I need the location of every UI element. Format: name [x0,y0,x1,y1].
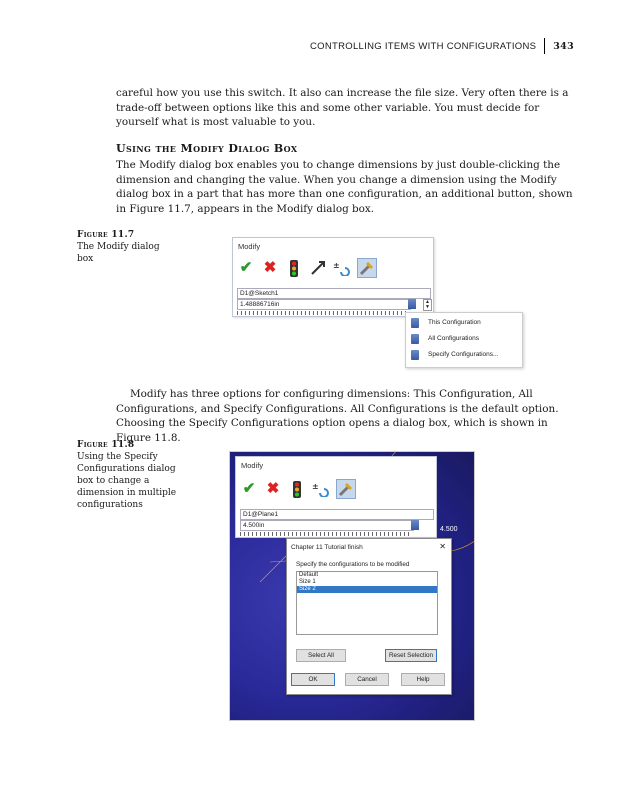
figure-label: Figure 11.7 [77,230,135,240]
mark-dimension-icon[interactable] [357,258,377,278]
specify-configs-icon [411,350,419,360]
modify-dialog-2-title: Modify [241,461,264,470]
modify-dialog [232,237,434,317]
config-dropdown-icon[interactable] [411,520,419,530]
figure-11-7-caption [77,229,177,265]
menu-item-all-configurations[interactable]: All Configurations [428,335,479,342]
specify-configurations-dialog [286,538,452,695]
paragraph-3-text: Modify has three options for configuring dimensions: This Configuration, All Configurations, and Specify Configurations. All Configurations is the default option. Choosing the Specify Configurations option opens a dialog box, which is shown in Figure 11.8. [116,388,559,444]
reverse-direction-icon[interactable] [309,259,327,277]
figure-label: Figure 11.8 [77,440,135,450]
dimension-name-field[interactable]: D1@Plane1 [240,509,434,520]
cancel-x-icon[interactable]: ✖ [263,259,277,276]
config-dropdown-icon[interactable] [408,299,416,309]
figure-11-8-screenshot [229,451,475,721]
this-config-icon [411,318,419,328]
menu-item-specify-configurations[interactable]: Specify Configurations... [428,351,499,358]
figure-caption-text: Using the Specify Configurations dialog box to change a dimension in multiple configurations [77,452,177,510]
list-item[interactable]: Size 1 [299,579,316,585]
dialog-prompt: Specify the configurations to be modified [296,561,410,568]
list-item-selected[interactable]: Size 2 [297,586,437,593]
modify-toolbar-2 [240,479,356,499]
svg-text:±: ± [312,482,319,491]
paragraph-3 [116,387,576,445]
figure-11-8-caption [77,439,177,511]
plus-minus-spin-icon[interactable] [333,259,351,277]
rebuild-traffic-light-icon[interactable] [288,480,306,498]
thumbwheel-ruler[interactable] [237,311,407,315]
mark-dimension-icon[interactable] [336,479,356,499]
cancel-button[interactable]: Cancel [345,673,389,686]
configuration-menu [405,312,523,368]
running-head-divider [544,38,545,54]
running-head-title: CONTROLLING ITEMS WITH CONFIGURATIONS [310,40,537,52]
modify-dialog-title: Modify [238,242,261,251]
dialog-title: Chapter 11 Tutorial finish [291,544,363,551]
paragraph-2 [116,158,576,216]
modify-toolbar [237,258,377,278]
figure-caption-text: The Modify dialog box [77,242,160,264]
dimension-value-input[interactable]: 1.48886716in [237,299,411,310]
paragraph-2-text: The Modify dialog box enables you to change dimensions by just double-clicking the dimension and changing the value. When you change a dimension using the Modify dialog box in a part that has more than one configuration, an additional button, shown in Figure 11.7, appears in the Modify dialog box. [116,159,573,215]
select-all-button[interactable]: Select All [296,649,346,662]
configuration-listbox[interactable] [296,571,438,635]
reset-selection-button[interactable]: Reset Selection [385,649,437,662]
spin-arrows-icon[interactable]: ▲ ▼ [423,299,432,311]
running-head [310,38,574,54]
svg-text:±: ± [333,261,340,270]
dimension-label: 4.500 [440,526,458,533]
all-configs-icon [411,334,419,344]
ok-check-icon[interactable]: ✔ [242,480,256,497]
help-button[interactable]: Help [401,673,445,686]
plus-minus-spin-icon[interactable] [312,480,330,498]
list-item[interactable]: Default [299,572,319,578]
ok-button[interactable]: OK [291,673,335,686]
section-heading: Using the Modify Dialog Box [116,142,298,155]
paragraph-1-text: careful how you use this switch. It also can increase the file size. Very often there is a trade-off between options like this and some other variable. You must decide for yourself what is most valuable to you. [116,87,569,129]
dimension-value-input[interactable]: 4.500in [240,520,414,531]
rebuild-traffic-light-icon[interactable] [285,259,303,277]
close-icon[interactable]: ✕ [439,542,446,551]
menu-item-this-configuration[interactable]: This Configuration [428,319,481,326]
dimension-name-field[interactable]: D1@Sketch1 [237,288,431,299]
cancel-x-icon[interactable]: ✖ [266,480,280,497]
thumbwheel-ruler[interactable] [240,532,410,536]
ok-check-icon[interactable]: ✔ [239,259,253,276]
page-number: 343 [553,40,574,52]
paragraph-1 [116,86,576,130]
modify-dialog-2 [235,456,437,538]
